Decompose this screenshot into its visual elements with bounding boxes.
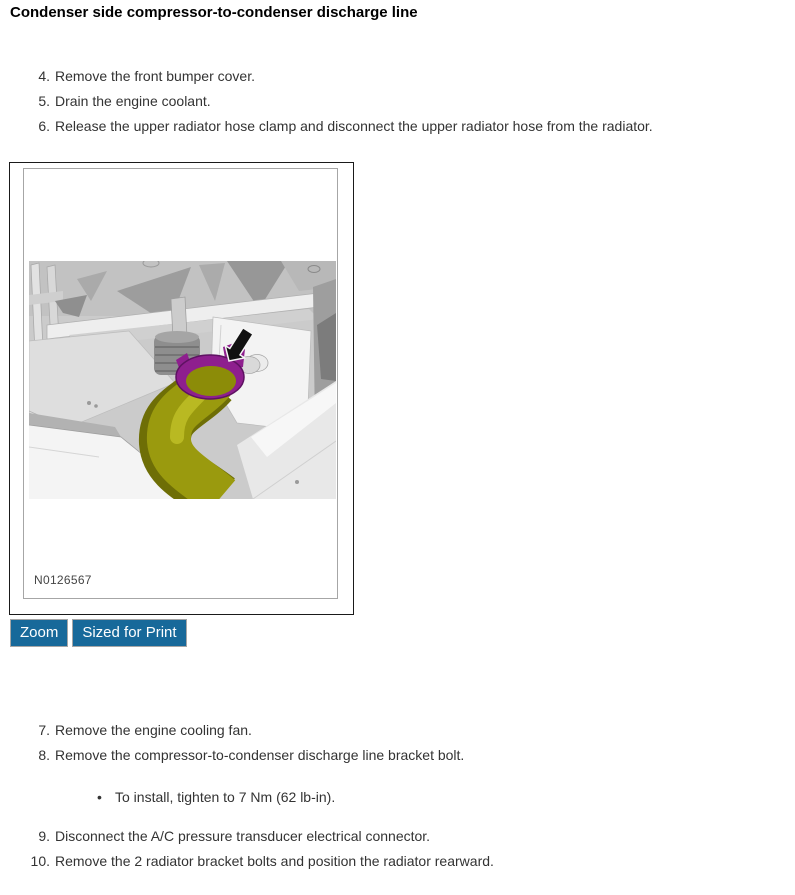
step-text: Remove the 2 radiator bracket bolts and position the radiator rearward. [55,853,494,869]
substep-item [8,785,792,810]
step-item [8,849,792,874]
step-item [8,64,792,89]
step-item [8,89,792,114]
step-item [8,743,792,768]
page-title: Condenser side compressor-to-condenser discharge line [10,4,418,21]
figure-button-row [10,619,187,647]
step-text: Remove the compressor-to-condenser discharge line bracket bolt. [55,747,465,763]
step-number: 9. [38,828,50,844]
step-text: Release the upper radiator hose clamp and disconnect the upper radiator hose from the radiator. [55,118,653,134]
zoom-button[interactable]: Zoom [10,619,68,647]
figure-reference-label: N0126567 [34,573,92,587]
step-item [8,824,792,849]
figure-frame [9,162,354,615]
step-text: Disconnect the A/C pressure transducer electrical connector. [55,828,431,844]
bullet-marker: • [97,789,102,805]
substep-text: To install, tighten to 7 Nm (62 lb-in). [115,789,336,805]
step-text: Remove the front bumper cover. [55,68,255,84]
figure-inner [23,168,338,599]
procedure-steps-bottom [8,718,792,874]
procedure-steps-top [8,64,792,139]
figure-illustration [29,261,336,499]
step-text: Drain the engine coolant. [55,93,211,109]
sized-for-print-button[interactable]: Sized for Print [72,619,186,647]
step-number: 6. [38,118,50,134]
step-text: Remove the engine cooling fan. [55,722,252,738]
step-number: 8. [38,747,50,763]
step-item [8,718,792,743]
step-number: 5. [38,93,50,109]
step-number: 4. [38,68,50,84]
step-item [8,114,792,139]
step-number: 10. [30,853,50,869]
step-number: 7. [38,722,50,738]
